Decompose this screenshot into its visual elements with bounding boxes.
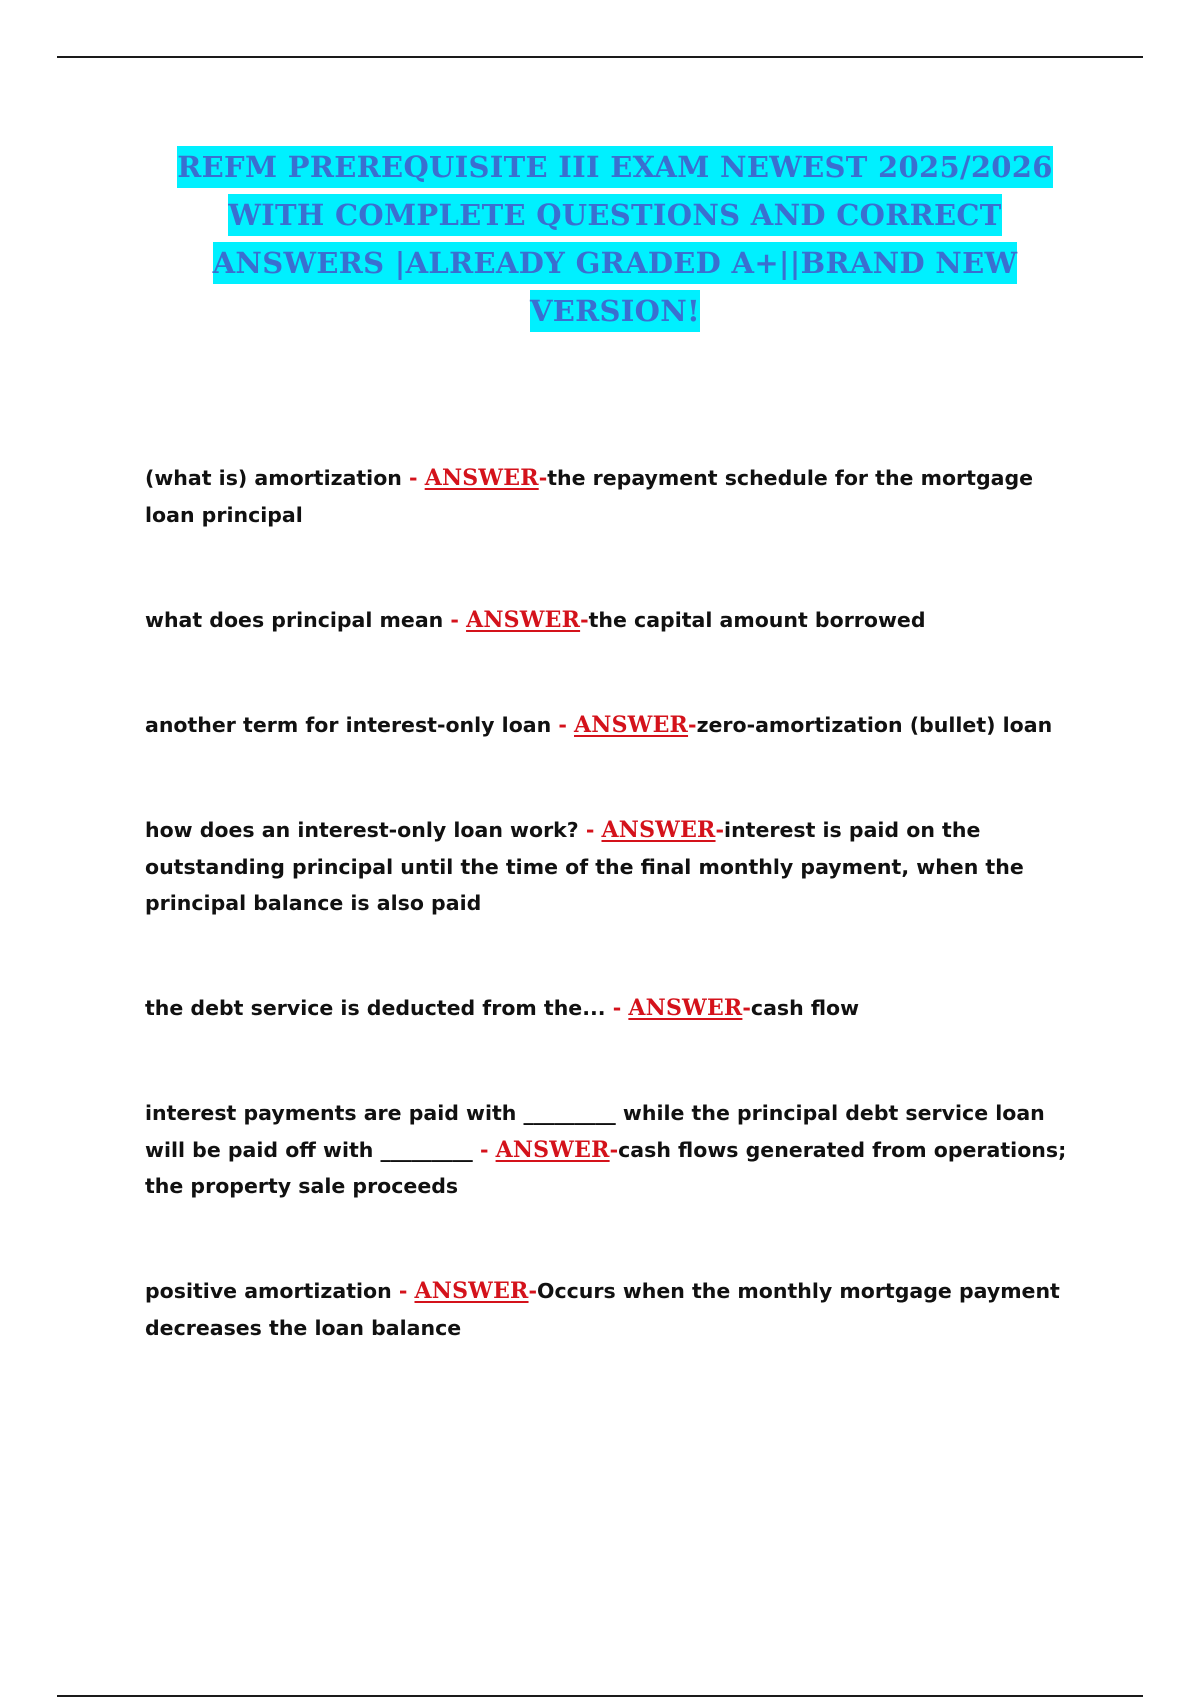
question-text: how does an interest-only loan work? <box>145 818 579 842</box>
separator: - <box>742 996 751 1020</box>
qa-item <box>145 602 1075 639</box>
separator: - <box>450 608 459 632</box>
qa-item <box>145 812 1075 922</box>
qa-item <box>145 1095 1075 1205</box>
separator: - <box>612 996 622 1020</box>
qa-item <box>145 1273 1075 1346</box>
separator: - <box>558 713 567 737</box>
answer-label: ANSWER <box>601 817 716 843</box>
answer-text: interest is paid on the outstanding principal until the time of the final monthly payment, when the principal balance is also paid <box>145 818 1024 915</box>
separator: - <box>715 818 725 842</box>
question-text: positive amortization <box>145 1279 392 1303</box>
answer-label: ANSWER <box>424 465 539 491</box>
question-text: the debt service is deducted from the... <box>145 996 606 1020</box>
answer-text: Occurs when the monthly mortgage payment decreases the loan balance <box>145 1279 1060 1340</box>
answer-text: zero-amortization (bullet) loan <box>696 713 1053 737</box>
document-title-text: REFM PREREQUISITE III EXAM NEWEST 2025/2026 WITH COMPLETE QUESTIONS AND CORRECT ANSWERS |ALREADY GRADED A+||BRAND NEW VERSION! <box>177 146 1053 332</box>
qa-item <box>145 460 1075 533</box>
qa-item <box>145 707 1075 744</box>
separator: - <box>585 818 595 842</box>
separator: - <box>688 713 697 737</box>
answer-label: ANSWER <box>628 995 743 1021</box>
answer-text: the repayment schedule for the mortgage loan principal <box>145 466 1034 527</box>
separator: - <box>409 466 418 490</box>
separator: - <box>538 466 548 490</box>
document-title <box>150 143 1080 335</box>
separator: - <box>609 1137 619 1162</box>
answer-text: the capital amount borrowed <box>588 608 926 632</box>
answer-label: ANSWER <box>495 1136 610 1163</box>
separator: - <box>528 1279 538 1303</box>
answer-label: ANSWER <box>574 712 689 738</box>
answer-label: ANSWER <box>466 607 581 633</box>
separator: - <box>398 1279 408 1303</box>
answer-text: cash flow <box>750 996 860 1020</box>
qa-item <box>145 990 1075 1027</box>
question-text: what does principal mean <box>145 608 444 632</box>
question-text: interest payments are paid with _________ while the principal debt service loan will be paid off with _________ <box>145 1101 1045 1162</box>
footer-rule <box>57 1695 1143 1697</box>
answer-text: cash flows generated from operations; the property sale proceeds <box>145 1137 1067 1198</box>
question-text: another term for interest-only loan <box>145 713 552 737</box>
separator: - <box>580 608 589 632</box>
separator: - <box>479 1137 489 1162</box>
question-text: (what is) amortization <box>145 466 402 490</box>
answer-label: ANSWER <box>414 1278 529 1304</box>
header-rule <box>57 56 1143 58</box>
